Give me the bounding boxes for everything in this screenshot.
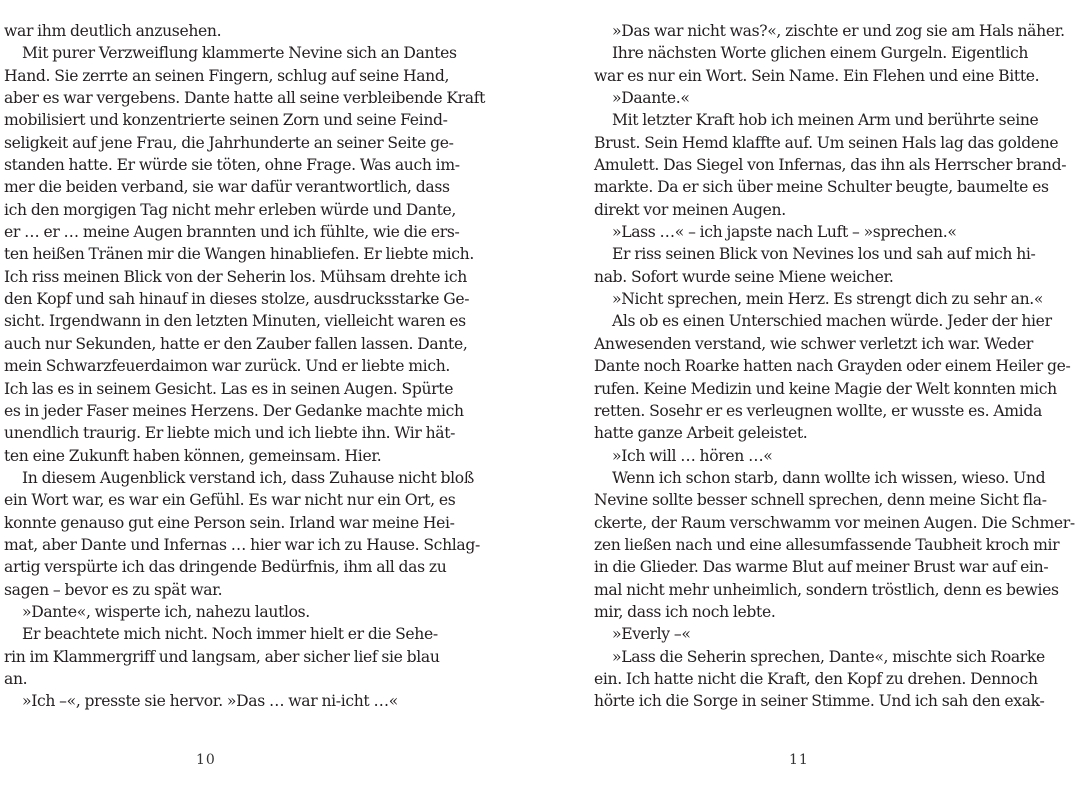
text-line: Mit purer Verzweiflung klammerte Nevine sich an Dantes: [22, 44, 457, 63]
text-line: Dante noch Roarke hatten nach Grayden oder einem Heiler ge-: [594, 357, 1071, 376]
text-line: konnte genauso gut eine Person sein. Irland war meine Hei-: [4, 513, 455, 532]
text-line: Er beachtete mich nicht. Noch immer hielt er die Sehe-: [22, 625, 438, 644]
text-line: »Das war nicht was?«, zischte er und zog sie am Hals näher.: [612, 22, 1065, 40]
text-line: »Dante«, wisperte ich, nahezu lautlos.: [22, 602, 310, 621]
text-line: zen ließen nach und eine allesumfassende Taubheit kroch mir: [594, 535, 1060, 554]
text-line: ten heißen Tränen mir die Wangen hinabliefen. Er liebte mich.: [4, 245, 474, 264]
left-page-number: 10: [196, 752, 216, 768]
right-page-number: 11: [789, 752, 809, 768]
text-line: Wenn ich schon starb, dann wollte ich wissen, wieso. Und: [612, 468, 1046, 487]
text-line: Ich riss meinen Blick von der Seherin los. Mühsam drehte ich: [4, 267, 467, 286]
right-page: [500, 0, 1075, 800]
right-page-text: [594, 20, 1075, 713]
text-line: aber es war vergebens. Dante hatte all seine verbleibende Kraft: [4, 89, 486, 108]
text-line: Amulett. Das Siegel von Infernas, das ihn als Herrscher brand-: [594, 156, 1067, 175]
text-line: rin im Klammergriff und langsam, aber sicher lief sie blau: [4, 647, 440, 666]
text-line: mir, dass ich noch lebte.: [594, 602, 776, 621]
text-line: in die Glieder. Das warme Blut auf meiner Brust war auf ein-: [594, 558, 1049, 577]
text-line: Anwesenden verstand, wie schwer verletzt ich war. Weder: [594, 334, 1033, 353]
text-line: seligkeit auf jene Frau, die Jahrhunderte an seiner Seite ge-: [4, 133, 454, 152]
text-line: »Ich will … hören …«: [612, 446, 773, 465]
text-line: sagen – bevor es zu spät war.: [4, 580, 223, 599]
text-line: »Ich –«, presste sie hervor. »Das … war ni-icht …«: [22, 692, 398, 711]
text-line: an.: [4, 669, 28, 688]
text-line: retten. Sosehr er es verleugnen wollte, er wusste es. Amida: [594, 401, 1042, 420]
text-line: sicht. Irgendwann in den letzten Minuten, vielleicht waren es: [4, 312, 466, 331]
text-line: hatte ganze Arbeit geleistet.: [594, 424, 808, 443]
text-line: standen hatte. Er würde sie töten, ohne Frage. Was auch im-: [4, 156, 460, 175]
text-line: Mit letzter Kraft hob ich meinen Arm und berührte seine: [612, 111, 1039, 130]
text-line: ckerte, der Raum verschwamm vor meinen Augen. Die Schmer-: [594, 513, 1075, 532]
text-line: es in jeder Faser meines Herzens. Der Gedanke machte mich: [4, 401, 464, 420]
text-line: Brust. Sein Hemd klaffte auf. Um seinen Hals lag das goldene: [594, 133, 1059, 152]
text-line: unendlich traurig. Er liebte mich und ich liebte ihn. Wir hät-: [4, 424, 456, 443]
text-line: ein Wort war, es war ein Gefühl. Es war nicht nur ein Ort, es: [4, 491, 456, 510]
text-line: »Everly –«: [612, 625, 691, 644]
text-line: »Daante.«: [612, 89, 690, 108]
text-line: Nevine sollte besser schnell sprechen, denn meine Sicht fla-: [594, 491, 1047, 510]
text-line: »Lass …« – ich japste nach Luft – »sprechen.«: [612, 223, 957, 242]
text-line: ich den morgigen Tag nicht mehr erleben würde und Dante,: [4, 200, 457, 219]
text-line: markte. Da er sich über meine Schulter beugte, baumelte es: [594, 178, 1049, 197]
text-line: auch nur Sekunden, hatte er den Zauber fallen lassen. Dante,: [4, 334, 468, 353]
text-line: Er riss seinen Blick von Nevines los und sah auf mich hi-: [612, 245, 1036, 264]
text-line: Ihre nächsten Worte glichen einem Gurgeln. Eigentlich: [612, 44, 1029, 63]
text-line: war es nur ein Wort. Sein Name. Ein Flehen und eine Bitte.: [594, 66, 1040, 85]
text-line: den Kopf und sah hinauf in dieses stolze, ausdrucksstarke Ge-: [4, 290, 470, 309]
text-line: war ihm deutlich anzusehen.: [4, 22, 222, 40]
text-line: In diesem Augenblick verstand ich, dass Zuhause nicht bloß: [22, 468, 474, 487]
text-line: Ich las es in seinem Gesicht. Las es in seinen Augen. Spürte: [4, 379, 454, 398]
text-line: mat, aber Dante und Infernas … hier war ich zu Hause. Schlag-: [4, 535, 480, 554]
text-line: direkt vor meinen Augen.: [594, 200, 786, 219]
text-line: ein. Ich hatte nicht die Kraft, den Kopf zu drehen. Dennoch: [594, 669, 1038, 688]
left-page: [0, 0, 500, 800]
text-line: nab. Sofort wurde seine Miene weicher.: [594, 267, 894, 286]
text-line: mein Schwarzfeuerdaimon war zurück. Und er liebte mich.: [4, 357, 451, 376]
text-line: hörte ich die Sorge in seiner Stimme. Und ich sah den exak-: [594, 692, 1045, 711]
text-line: er … er … meine Augen brannten und ich fühlte, wie die ers-: [4, 223, 460, 242]
text-line: mobilisiert und konzentrierte seinen Zorn und seine Feind-: [4, 111, 448, 130]
text-line: »Lass die Seherin sprechen, Dante«, mischte sich Roarke: [612, 647, 1045, 666]
left-page-text: [4, 20, 486, 713]
text-line: artig verspürte ich das dringende Bedürfnis, ihm all das zu: [4, 558, 447, 577]
text-line: mal nicht mehr unheimlich, sondern tröstlich, denn es bewies: [594, 580, 1059, 599]
text-line: »Nicht sprechen, mein Herz. Es strengt dich zu sehr an.«: [612, 290, 1044, 309]
text-line: Hand. Sie zerrte an seinen Fingern, schlug auf seine Hand,: [4, 66, 450, 85]
text-line: rufen. Keine Medizin und keine Magie der Welt konnten mich: [594, 379, 1057, 398]
text-line: mer die beiden verband, sie war dafür verantwortlich, dass: [4, 178, 450, 197]
text-line: ten eine Zukunft haben können, gemeinsam. Hier.: [4, 446, 382, 465]
text-line: Als ob es einen Unterschied machen würde. Jeder der hier: [612, 312, 1052, 331]
